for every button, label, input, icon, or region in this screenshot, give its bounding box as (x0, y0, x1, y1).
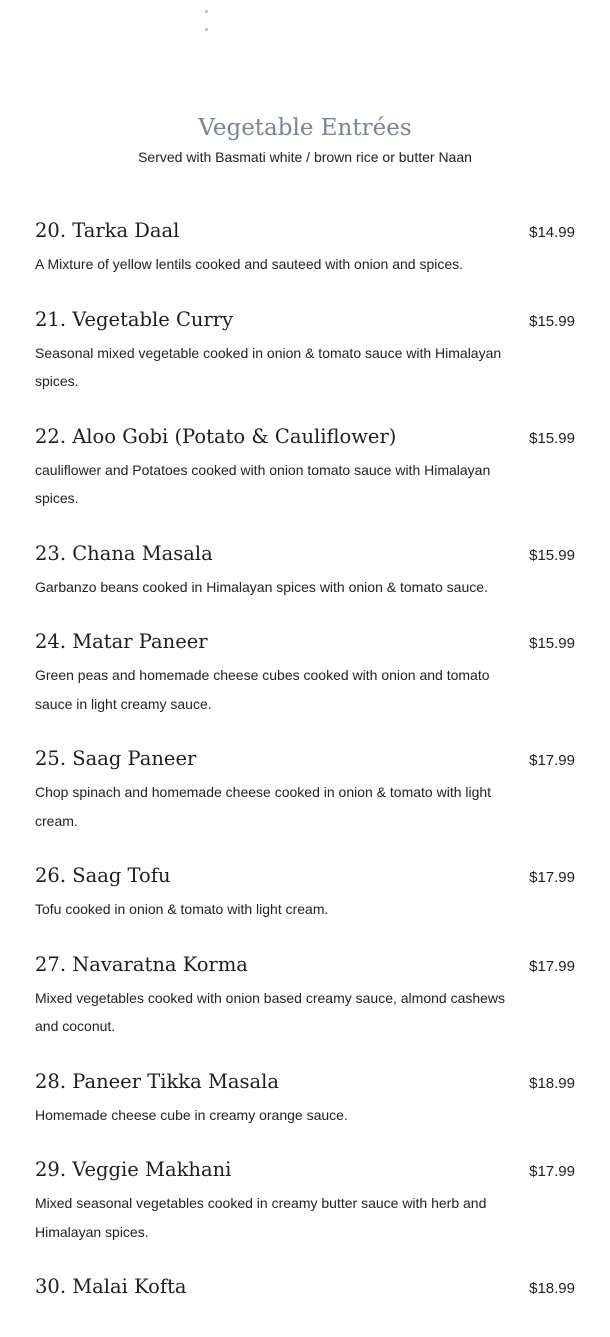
item-name: 27. Navaratna Korma (35, 952, 248, 976)
item-description: Garbanzo beans cooked in Himalayan spices with onion & tomato sauce. (35, 578, 488, 595)
item-name: 25. Saag Paneer (35, 747, 197, 770)
item-price: $18.99 (529, 1074, 575, 1092)
item-row (35, 305, 575, 335)
section-header (0, 113, 610, 166)
menu-list (35, 216, 575, 1328)
menu-item (35, 216, 575, 279)
item-name: 26. Saag Tofu (35, 864, 171, 887)
item-name: 24. Matar Paneer (35, 630, 208, 653)
item-row (35, 1272, 575, 1302)
item-description: Green peas and homemade cheese cubes cooked with onion and tomato sauce in light creamy sauce. (35, 667, 490, 712)
menu-item (35, 305, 575, 396)
item-name: 29. Veggie Makhani (35, 1158, 232, 1181)
item-row (35, 950, 575, 980)
section-title: Vegetable Entrées (198, 115, 412, 141)
item-description: Seasonal mixed vegetable cooked in onion & tomato sauce with Himalayan spices. (35, 344, 502, 389)
top-decoration (205, 0, 241, 3)
item-price: $15.99 (529, 429, 575, 447)
menu-item (35, 627, 575, 718)
menu-item (35, 1155, 575, 1246)
item-row (35, 539, 575, 569)
item-name: 22. Aloo Gobi (Potato & Cauliflower) (35, 424, 397, 448)
menu-item (35, 1272, 575, 1302)
item-description: Homemade cheese cube in creamy orange sauce. (35, 1106, 348, 1123)
item-description: cauliflower and Potatoes cooked with onion tomato sauce with Himalayan spices. (35, 461, 491, 506)
menu-item (35, 539, 575, 602)
item-price: $15.99 (529, 635, 575, 652)
item-name: 28. Paneer Tikka Masala (35, 1069, 280, 1093)
menu-item (35, 422, 575, 513)
section-subtitle: Served with Basmati white / brown rice or butter Naan (138, 149, 472, 165)
item-price: $15.99 (529, 546, 575, 564)
item-name: 30. Malai Kofta (35, 1275, 187, 1298)
menu-item (35, 950, 575, 1041)
menu-item (35, 744, 575, 835)
item-description: Mixed vegetables cooked with onion based creamy sauce, almond cashews and coconut. (35, 989, 506, 1034)
item-row (35, 422, 575, 452)
item-description: Tofu cooked in onion & tomato with light cream. (35, 901, 329, 917)
menu-item (35, 1067, 575, 1130)
item-price: $15.99 (529, 312, 575, 330)
item-row (35, 627, 575, 657)
item-description: A Mixture of yellow lentils cooked and sauteed with onion and spices. (35, 256, 464, 272)
item-row (35, 216, 575, 246)
item-price: $14.99 (529, 224, 575, 241)
menu-item (35, 861, 575, 924)
item-description: Mixed seasonal vegetables cooked in creamy butter sauce with herb and Himalayan spices. (35, 1195, 487, 1240)
item-row (35, 861, 575, 891)
item-row (35, 744, 575, 774)
item-price: $17.99 (529, 1163, 575, 1180)
item-price: $18.99 (529, 1280, 575, 1297)
item-row (35, 1155, 575, 1185)
item-price: $17.99 (529, 752, 575, 769)
item-name: 23. Chana Masala (35, 541, 213, 565)
item-price: $17.99 (529, 957, 575, 975)
item-row (35, 1067, 575, 1097)
item-price: $17.99 (529, 869, 575, 886)
item-name: 20. Tarka Daal (35, 219, 180, 242)
item-name: 21. Vegetable Curry (35, 307, 234, 331)
item-description: Chop spinach and homemade cheese cooked in onion & tomato with light cream. (35, 784, 492, 829)
